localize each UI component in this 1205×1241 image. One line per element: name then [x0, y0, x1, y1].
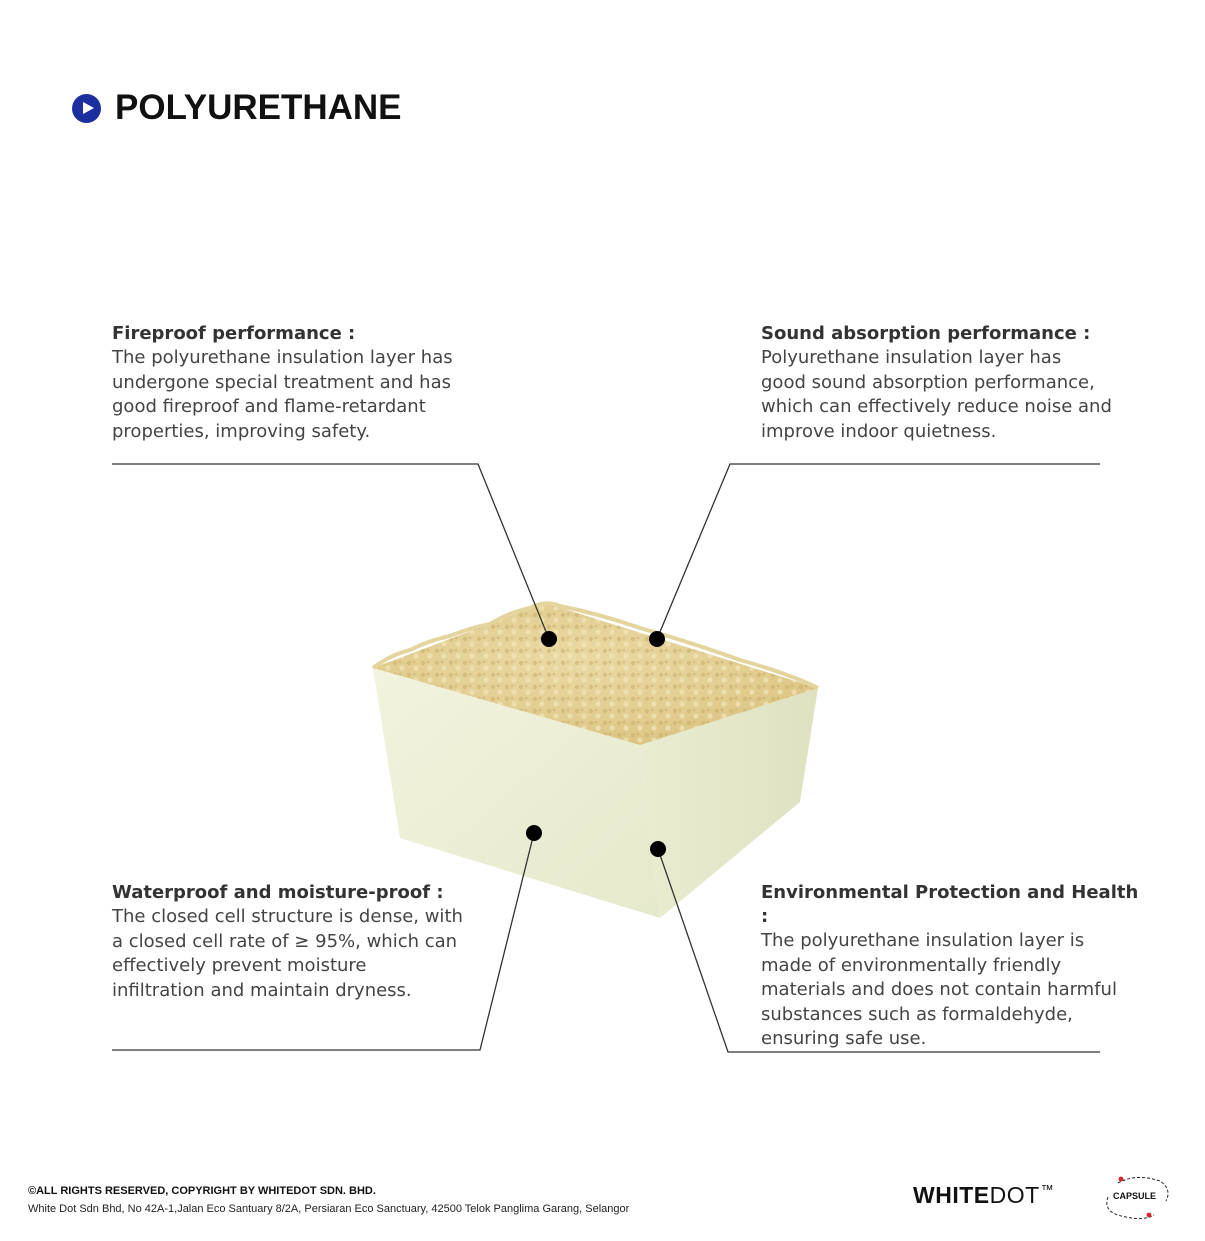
- feature-text-line: a closed cell rate of ≥ 95%, which can: [112, 930, 458, 952]
- feature-text-line: The polyurethane insulation layer is: [761, 930, 1085, 951]
- feature-text-line: The polyurethane insulation layer has: [112, 347, 453, 368]
- feature-text-line: good sound absorption performance,: [761, 371, 1095, 393]
- feature-text-line: ensuring safe use.: [761, 1028, 927, 1050]
- foam-block: [373, 603, 818, 918]
- marker-dot-environment: [650, 841, 666, 857]
- feature-text-line: infiltration and maintain dryness.: [112, 979, 412, 1001]
- feature-text-line: undergone special treatment and has: [112, 371, 451, 393]
- logo-part-dot: DOT: [989, 1182, 1040, 1208]
- footer-copyright: ©ALL RIGHTS RESERVED, COPYRIGHT BY WHITEDOT SDN. BHD.: [28, 1185, 376, 1197]
- feature-heading: Waterproof and moisture-proof :: [112, 882, 444, 903]
- leader-fireproof: [112, 464, 549, 639]
- feature-text-line: substances such as formaldehyde,: [761, 1003, 1073, 1025]
- marker-dot-waterproof: [526, 825, 542, 841]
- logo-trademark: ™: [1040, 1182, 1055, 1197]
- logo-part-white: WHITE: [913, 1182, 990, 1208]
- feature-environmental: [761, 881, 1141, 1052]
- page-title: POLYURETHANE: [115, 88, 402, 127]
- feature-text-line: Polyurethane insulation layer has: [761, 347, 1062, 368]
- feature-text-line: effectively prevent moisture: [112, 955, 367, 977]
- leader-sound: [657, 464, 1100, 639]
- feature-text-line: properties, improving safety.: [112, 420, 371, 442]
- feature-waterproof: [112, 881, 482, 1003]
- feature-heading: Fireproof performance :: [112, 323, 356, 344]
- footer-address: White Dot Sdn Bhd, No 42A-1,Jalan Eco Santuary 8/2A, Persiaran Eco Sanctuary, 42500 Telok Panglima Garang, Selangor: [28, 1203, 630, 1215]
- feature-text-line: materials and does not contain harmful: [761, 979, 1117, 1001]
- whitedot-logo: [913, 1182, 1054, 1209]
- feature-fireproof: [112, 322, 482, 444]
- capsule-logo-text: CAPSULE: [1113, 1191, 1157, 1201]
- feature-text-line: which can effectively reduce noise and: [761, 396, 1112, 418]
- feature-sound-absorption: [761, 322, 1141, 444]
- marker-dot-sound: [649, 631, 665, 647]
- feature-text-line: made of environmentally friendly: [761, 954, 1062, 976]
- feature-text-line: The closed cell structure is dense, with: [112, 906, 463, 927]
- marker-dot-fireproof: [541, 631, 557, 647]
- feature-heading: Environmental Protection and Health :: [761, 882, 1139, 927]
- feature-text-line: good fireproof and flame-retardant: [112, 396, 426, 418]
- feature-text-line: improve indoor quietness.: [761, 420, 997, 442]
- feature-heading: Sound absorption performance :: [761, 323, 1091, 344]
